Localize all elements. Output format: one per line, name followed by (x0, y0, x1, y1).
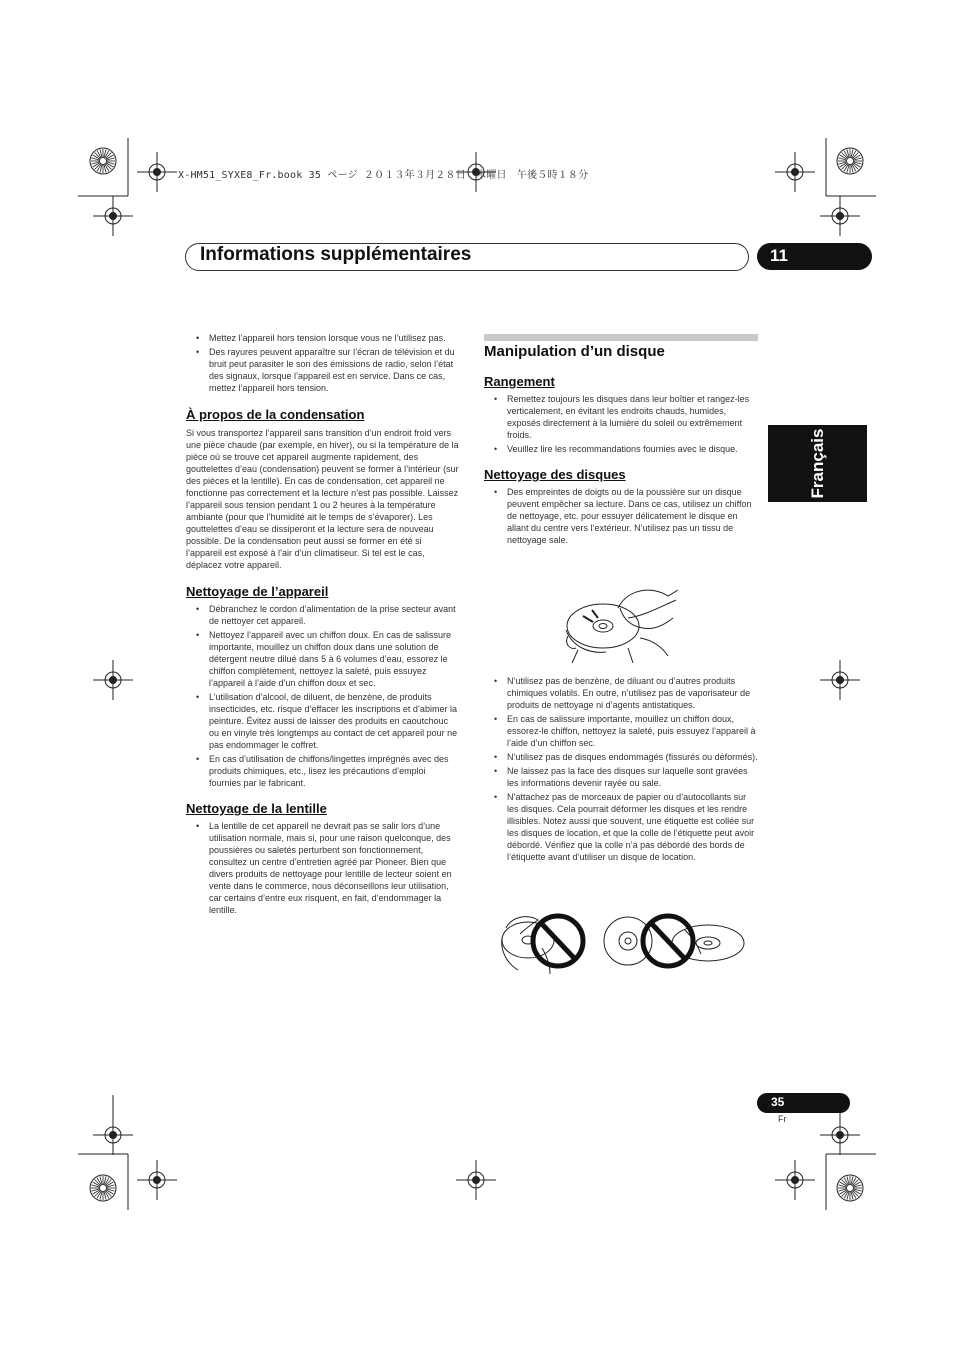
list-item: • N’utilisez pas de disques endommagés (fissurés ou déformés). (484, 751, 758, 763)
prohibited-circular-wipe-illustration (498, 908, 598, 978)
cleaning-unit-heading: Nettoyage de l’appareil (186, 584, 329, 599)
cleaning-unit-list (186, 603, 460, 789)
right-column-bottom (484, 675, 758, 865)
list-item: • Débranchez le cordon d’alimentation de la prise secteur avant de nettoyer cet appareil. (186, 603, 460, 627)
cleaning-discs-heading: Nettoyage des disques (484, 467, 626, 482)
storage-list (484, 393, 758, 455)
cleaning-discs-list (484, 486, 758, 546)
list-item: • Des rayures peuvent apparaître sur l’écran de télévision et du bruit peut parasiter le son des émissions de radio, selon l’état des signaux, lorsque l’appareil est en service. Dans ce cas, mettez l’appareil hors tension. (186, 346, 460, 394)
page-number: 35 (771, 1095, 785, 1109)
book-file-line: X-HM51_SYXE8_Fr.book 35 ページ ２０１３年３月２８日 木曜日 午後５時１８分 (178, 170, 589, 181)
list-item: • En cas de salissure importante, mouillez un chiffon doux, essorez-le chiffon, nettoyez la saleté, puis essuyez l’appareil à l’aide d’un chiffon sec. (484, 713, 758, 749)
list-item: • La lentille de cet appareil ne devrait pas se salir lors d’une utilisation normale, mais si, pour une raison quelconque, des poussières ou saletés perturbent son fonctionnement, consultez un centre d’entretien agréé par Pioneer. Bien que divers produits de nettoyage pour lentille de lecteur soient en vente dans le commerce, nous déconseillons leur utilisation, car certains d’entre eux risquent, en fait, d’endommager la lentille. (186, 820, 460, 916)
list-item: • L’utilisation d’alcool, de diluent, de benzène, de produits insecticides, etc. risque d’effacer les inscriptions et d’abimer la peinture. Évitez aussi de laisser des produits en caoutchouc ou en vinyle très longtemps au contact de cet appareil pour ne pas endommager le coffret. (186, 691, 460, 751)
list-item: • N’attachez pas de morceaux de papier ou d’autocollants sur les disques. Cela pourrait déformer les disques et les rendre illisibles. Notez aussi que souvent, une étiquette est collée sur les disques de location, et que la colle de l’étiquette peut avoir débordé. Vérifiez que la colle n’a pas débordé des bords de l’étiquette avant d’utiliser un disque de location. (484, 791, 758, 863)
disc-care-list (484, 675, 758, 863)
list-item: • Ne laissez pas la face des disques sur laquelle sont gravées les informations devenir rayée ou sale. (484, 765, 758, 789)
chapter-number-badge (757, 243, 872, 270)
section-title: Manipulation d’un disque (484, 343, 665, 360)
prohibited-sticker-illustration (603, 908, 753, 978)
list-item: • En cas d’utilisation de chiffons/lingettes imprégnés avec des produits chimiques, etc., lisez les précautions d’emploi fournies par le fabricant. (186, 753, 460, 789)
section-divider-bar (484, 334, 758, 341)
cleaning-lens-heading: Nettoyage de la lentille (186, 801, 327, 816)
page-language: Fr (778, 1114, 787, 1124)
list-item: • Nettoyez l’appareil avec un chiffon doux. En cas de salissure importante, mouillez un chiffon doux dans une solution de détergent neutre dilué dans 5 à 6 volumes d’eau, essorez le chiffon complètement, nettoyez la saleté, puis essuyez l’appareil à l’aide d’un chiffon doux et sec. (186, 629, 460, 689)
list-item: • Remettez toujours les disques dans leur boîtier et rangez-les verticalement, en évitant les endroits chauds, humides, exposés directement à la lumière du soleil ou extrêmement froids. (484, 393, 758, 441)
condensation-body: Si vous transportez l’appareil sans transition d’un endroit froid vers une pièce chaude (par exemple, en hiver), ou si la température de la pièce où se trouve cet appareil augmente rapidement, des gouttelettes d’eau (condensation) peuvent se former à l’intérieur (sur des pièces et la lentille). En cas de condensation, cet appareil ne fonctionne pas correctement et la lecture n’est pas possible. Laissez l’appareil sous tension pendant 1 ou 2 heures à la température ambiante (pour que l’humidité ait le temps de s’évaporer). Les gouttelettes d’eau se dissiperont et la lecture sera de nouveau possible. De la condensation peut aussi se former en été si l’appareil est exposé à l’air d’un climatiseur. Si tel est le cas, déplacez votre appareil. (186, 428, 459, 570)
list-item: • Veuillez lire les recommandations fournies avec le disque. (484, 443, 758, 455)
condensation-heading: À propos de la condensation (186, 407, 365, 422)
list-item: • N’utilisez pas de benzène, de diluant ou d’autres produits chimiques volatils. En outre, n’utilisez pas de vaporisateur de produits de nettoyage ni d’agents antistatiques. (484, 675, 758, 711)
intro-list (186, 332, 460, 394)
storage-heading: Rangement (484, 374, 555, 389)
list-item: • Des empreintes de doigts ou de la poussière sur un disque peuvent empêcher sa lecture. Dans ce cas, utilisez un chiffon de nettoyage, etc. pour essuyer délicatement le disque en allant du centre vers l’extérieur. N’utilisez pas un tissu de nettoyage sale. (484, 486, 758, 546)
chapter-number: 11 (770, 246, 788, 265)
chapter-title: Informations supplémentaires (200, 244, 472, 265)
language-tab-label: Français (808, 428, 827, 499)
list-item: • Mettez l’appareil hors tension lorsque vous ne l’utilisez pas. (186, 332, 460, 344)
right-column-top (484, 376, 758, 548)
cleaning-lens-list (186, 820, 460, 916)
left-column (186, 332, 460, 918)
disc-wiping-illustration (558, 578, 688, 668)
language-tab (768, 425, 867, 502)
page-number-badge (757, 1093, 850, 1113)
